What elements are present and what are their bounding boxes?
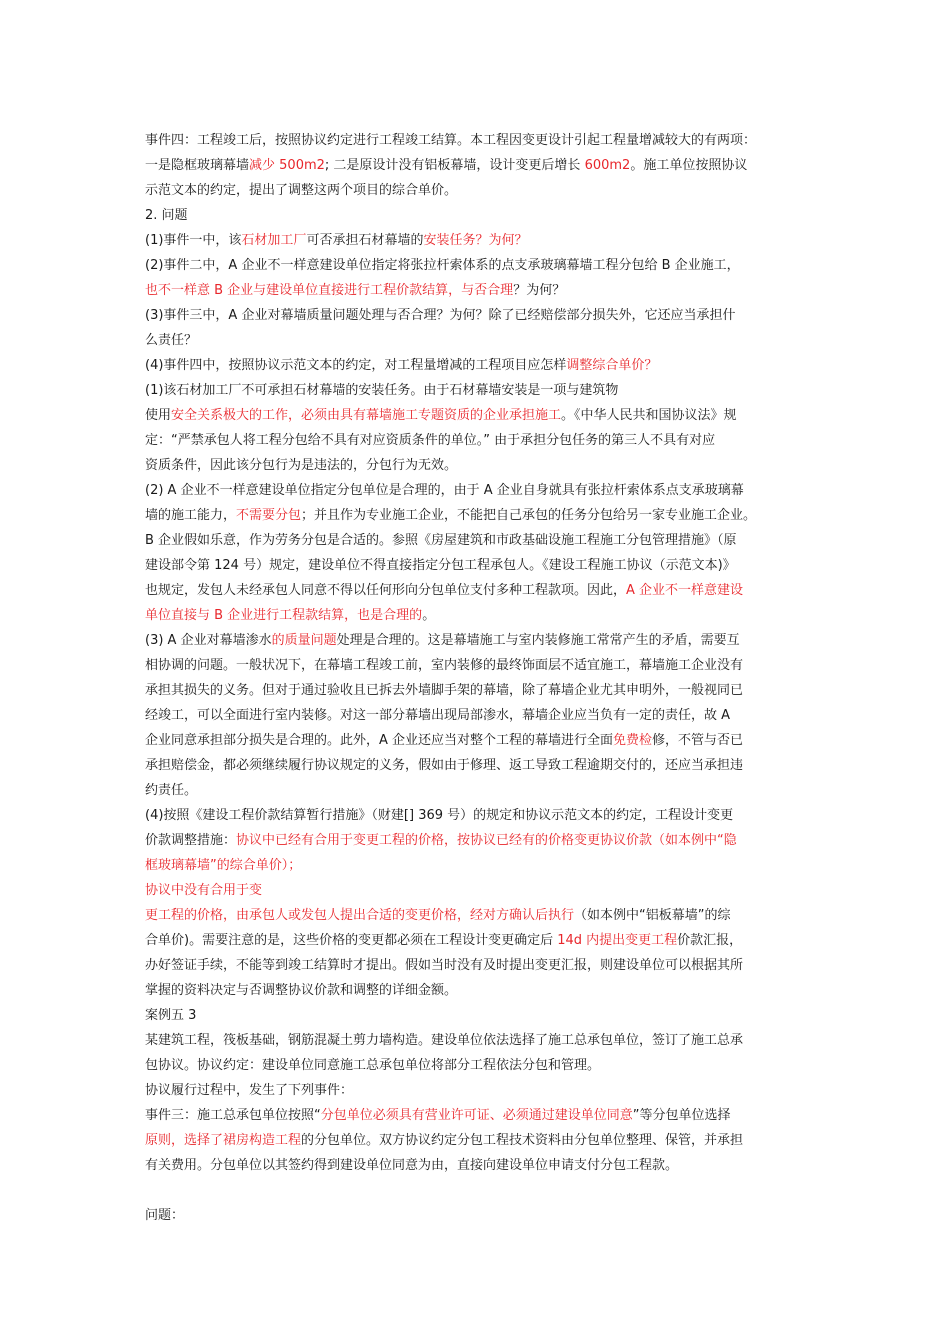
- highlighted-text: 原则，选择了裙房构造工程: [145, 1133, 302, 1148]
- text-line: [145, 678, 810, 703]
- body-text: ; 二是原设计没有铝板幕墙，设计变更后增长: [324, 158, 585, 173]
- text-line: [145, 203, 810, 228]
- text-line: [145, 603, 810, 628]
- highlighted-text: 协议中没有合用于变: [145, 883, 263, 898]
- body-text: 可否承担石材幕墙的: [306, 233, 424, 248]
- body-text: 价款调整措施：: [145, 833, 237, 848]
- text-line: [145, 903, 810, 928]
- body-text: 墙的施工能力，: [145, 508, 237, 523]
- text-line: [145, 653, 810, 678]
- body-text: (2)事件二中，A 企业不一样意建设单位指定将张拉杆索体系的点支承玻璃幕墙工程分包给 B 企业施工，: [145, 258, 740, 273]
- highlighted-text: 减少 500m2: [249, 158, 325, 173]
- body-text: (1)该石材加工厂不可承担石材幕墙的安装任务。由于石材幕墙安装是一项与建筑物: [145, 383, 619, 398]
- highlighted-text: 也不一样意 B 企业与建设单位直接进行工程价款结算，与否合理: [145, 283, 514, 298]
- body-text: ；并且作为专业施工企业，不能把自己承包的任务分包给另一家专业施工企业。: [301, 508, 757, 523]
- body-text: 约责任。: [145, 783, 198, 798]
- body-text: 使用: [145, 408, 172, 423]
- text-line: [145, 303, 810, 328]
- text-line: [145, 828, 810, 853]
- text-line: [145, 853, 810, 878]
- text-line: [145, 953, 810, 978]
- body-text: B 企业假如乐意，作为劳务分包是合适的。参照《房屋建筑和市政基础设施工程施工分包管理措施》（原: [145, 533, 737, 548]
- highlighted-text: 框玻璃幕墙”的综合单价）；: [145, 858, 302, 873]
- body-text: 。施工单位按照协议: [630, 158, 748, 173]
- text-line: [145, 1128, 810, 1153]
- body-text: 处理是合理的。这是幕墙施工与室内装修施工常常产生的矛盾，需要互: [336, 633, 740, 648]
- text-line: [145, 1078, 810, 1103]
- body-text: 相协调的问题。一般状况下，在幕墙工程竣工前，室内装修的最终饰面层不适宜施工，幕墙施工企业没有: [145, 658, 744, 673]
- body-text: 掌握的资料决定与否调整协议价款和调整的详细金额。: [145, 983, 458, 998]
- text-line: [145, 528, 810, 553]
- text-line: [145, 753, 810, 778]
- body-text: 么责任？: [145, 333, 198, 348]
- text-line: [145, 553, 810, 578]
- body-text: 某建筑工程，筏板基础，钢筋混凝土剪力墙构造。建设单位依法选择了施工总承包单位，签订了施工总承: [145, 1033, 744, 1048]
- body-text: (3)事件三中，A 企业对幕墙质量问题处理与否合理？为何？除了已经赔偿部分损失外，它还应当承担什: [145, 308, 736, 323]
- highlighted-text: 不需要分包: [236, 508, 302, 523]
- text-line: [145, 453, 810, 478]
- body-text: ”等分包单位选择: [632, 1108, 731, 1123]
- body-text: 。: [422, 608, 436, 623]
- text-line: [145, 378, 810, 403]
- body-text: 建设部令第 124 号）规定，建设单位不得直接指定分包工程承包人。《建设工程施工协议（示范文本)》: [145, 558, 736, 573]
- highlighted-text: 14d 内提出变更工程: [557, 933, 678, 948]
- body-text: 。《中华人民共和国协议法》规: [561, 408, 737, 423]
- body-text: 定：“严禁承包人将工程分包给不具有对应资质条件的单位。” 由于承担分包任务的第三人不具有对应: [145, 433, 716, 448]
- text-line: [145, 928, 810, 953]
- body-text: 2. 问题: [145, 208, 188, 223]
- body-text: (4)事件四中，按照协议示范文本的约定，对工程量增减的工程项目应怎样: [145, 358, 567, 373]
- highlighted-text: 单位直接与 B 企业进行工程款结算，也是合理的: [145, 608, 423, 623]
- text-line: [145, 1003, 810, 1028]
- body-text: 也规定，发包人未经承包人同意不得以任何形向分包单位支付多种工程款项。因此，: [145, 583, 627, 598]
- text-line: [145, 253, 810, 278]
- body-text: (3) A 企业对幕墙渗水: [145, 633, 272, 648]
- text-line: [145, 1103, 810, 1128]
- body-text: 资质条件，因此该分包行为是违法的，分包行为无效。: [145, 458, 458, 473]
- text-line: [145, 478, 810, 503]
- body-text: 示范文本的约定，提出了调整这两个项目的综合单价。: [145, 183, 458, 198]
- text-line: [145, 578, 810, 603]
- body-text: 办好签证手续，不能等到竣工结算时才提出。假如当时没有及时提出变更汇报，则建设单位可以根据其所: [145, 958, 744, 973]
- text-line: [145, 1203, 810, 1228]
- text-line: [145, 878, 810, 903]
- body-text: 一是隐框玻璃幕墙: [145, 158, 250, 173]
- body-text: 包协议。协议约定：建设单位同意施工总承包单位将部分工程依法分包和管理。: [145, 1058, 601, 1073]
- text-line: [145, 1028, 810, 1053]
- body-text: 事件四：工程竣工后，按照协议约定进行工程竣工结算。本工程因变更设计引起工程量增减较大的有两项：: [145, 133, 757, 148]
- text-line: [145, 778, 810, 803]
- text-line: [145, 278, 810, 303]
- body-text: 协议履行过程中，发生了下列事件：: [145, 1083, 354, 1098]
- text-line: [145, 403, 810, 428]
- highlighted-text: 石材加工厂: [241, 233, 307, 248]
- highlighted-text: 免费检: [613, 733, 653, 748]
- document-body: [145, 128, 810, 1228]
- text-line: [145, 153, 810, 178]
- text-line: [145, 353, 810, 378]
- highlighted-text: 的质量问题: [271, 633, 337, 648]
- blank-line: [145, 1178, 810, 1203]
- highlighted-text: 更工程的价格，由承包人或发包人提出合适的变更价格，经对方确认后执行: [145, 908, 575, 923]
- body-text: 修，不管与否已: [652, 733, 744, 748]
- body-text: 经竣工，可以全面进行室内装修。对这一部分幕墙出现局部渗水，幕墙企业应当负有一定的责任，故 A: [145, 708, 731, 723]
- body-text: （如本例中“铝板幕墙”的综: [574, 908, 731, 923]
- highlighted-text: 安装任务？为何？: [423, 233, 528, 248]
- text-line: [145, 503, 810, 528]
- text-line: [145, 703, 810, 728]
- text-line: [145, 178, 810, 203]
- body-text: ？为何？: [513, 283, 566, 298]
- body-text: 事件三：施工总承包单位按照“: [145, 1108, 321, 1123]
- body-text: 价款汇报，: [677, 933, 743, 948]
- text-line: [145, 1153, 810, 1178]
- text-line: [145, 428, 810, 453]
- body-text: 企业同意承担部分损失是合理的。此外，A 企业还应当对整个工程的幕墙进行全面: [145, 733, 614, 748]
- body-text: 问题：: [145, 1208, 185, 1223]
- body-text: 有关费用。分包单位以其签约得到建设单位同意为由，直接向建设单位申请支付分包工程款。: [145, 1158, 679, 1173]
- text-line: [145, 128, 810, 153]
- text-line: [145, 228, 810, 253]
- highlighted-text: 分包单位必须具有营业许可证、必须通过建设单位同意: [320, 1108, 633, 1123]
- highlighted-text: A 企业不一样意建设: [626, 583, 744, 598]
- body-text: (1)事件一中，该: [145, 233, 242, 248]
- body-text: 承担赔偿金，都必须继续履行协议规定的义务，假如由于修理、返工导致工程逾期交付的，还应当承担违: [145, 758, 744, 773]
- body-text: (4)按照《建设工程价款结算暂行措施》（财建[] 369 号）的规定和协议示范文本的约定，工程设计变更: [145, 808, 734, 823]
- body-text: 承担其损失的义务。但对于通过验收且已拆去外墙脚手架的幕墙，除了幕墙企业尤其申明外，一般视同已: [145, 683, 744, 698]
- highlighted-text: 600m2: [584, 158, 631, 173]
- text-line: [145, 628, 810, 653]
- body-text: (2) A 企业不一样意建设单位指定分包单位是合理的，由于 A 企业自身就具有张拉杆索体系点支承玻璃幕: [145, 483, 744, 498]
- text-line: [145, 728, 810, 753]
- text-line: [145, 803, 810, 828]
- text-line: [145, 1053, 810, 1078]
- body-text: 的分包单位。双方协议约定分包工程技术资料由分包单位整理、保管，并承担: [301, 1133, 744, 1148]
- body-text: 案例五 3: [145, 1008, 197, 1023]
- text-line: [145, 978, 810, 1003]
- highlighted-text: 协议中已经有合用于变更工程的价格，按协议已经有的价格变更协议价款（如本例中“隐: [236, 833, 737, 848]
- highlighted-text: 调整综合单价？: [566, 358, 658, 373]
- highlighted-text: 安全关系极大的工作，必须由具有幕墙施工专题资质的企业承担施工: [171, 408, 562, 423]
- text-line: [145, 328, 810, 353]
- body-text: 合单价)。需要注意的是，这些价格的变更都必须在工程设计变更确定后: [145, 933, 558, 948]
